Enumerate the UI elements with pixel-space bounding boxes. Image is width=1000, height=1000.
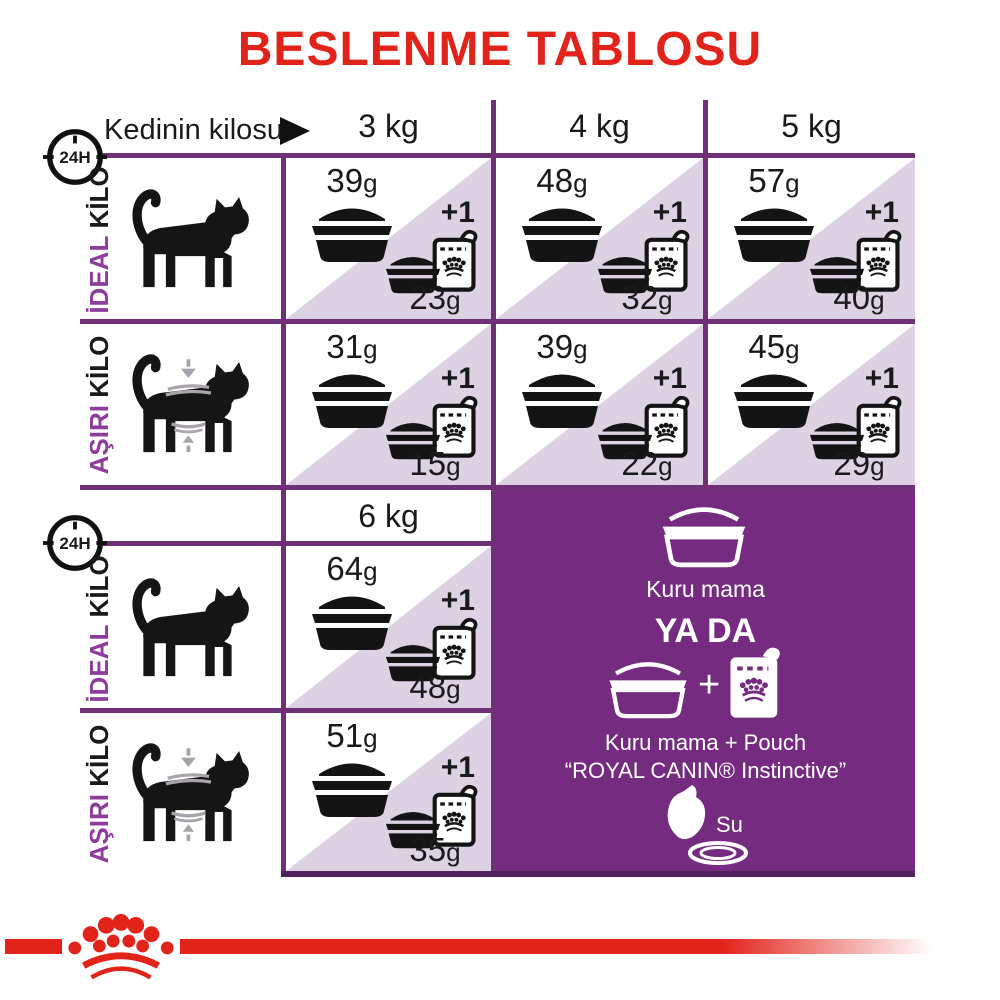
combo-amount: 48g — [409, 668, 461, 705]
feeding-cell-over-5kg — [708, 324, 915, 485]
plus-sign: + — [698, 664, 721, 706]
combo-amount: 29g — [833, 445, 885, 482]
column-header-4kg: 4 kg — [569, 108, 630, 144]
water-cat-icon — [640, 785, 770, 870]
combo-amount: 35g — [409, 831, 461, 868]
dry-amount: 48g — [536, 162, 588, 199]
row-label-highlight: İDEAL — [84, 624, 114, 703]
feeding-cell-ideal-4kg — [496, 158, 703, 319]
column-header-3kg: 3 kg — [358, 108, 419, 144]
combo-amount: 32g — [621, 279, 673, 316]
dry-amount: 31g — [326, 328, 378, 365]
row-label-rest: KİLO — [84, 724, 114, 787]
overweight-cat-icon — [115, 347, 275, 469]
feeding-cell-ideal-3kg — [286, 158, 491, 319]
weight-header-label: Kedinin kilosu — [104, 114, 283, 146]
plus-one-label: +1 — [440, 584, 475, 617]
row-label-asiri-kilo — [84, 320, 114, 490]
feeding-cell-over-3kg — [286, 324, 491, 485]
row-label-highlight: AŞIRI — [84, 794, 114, 864]
plus-one-label: +1 — [864, 362, 899, 395]
feeding-cell-ideal-5kg — [708, 158, 915, 319]
dry-amount: 64g — [326, 550, 378, 587]
dry-amount: 39g — [536, 328, 588, 365]
row-label-rest: KİLO — [84, 555, 114, 618]
combo-amount: 22g — [621, 445, 673, 482]
royal-canin-crown-logo — [62, 898, 180, 990]
page-title: BESLENME TABLOSU — [237, 23, 763, 76]
plus-one-label: +1 — [440, 196, 475, 229]
column-header-6kg: 6 kg — [358, 498, 419, 534]
footer-red-line-left — [5, 939, 62, 954]
plus-one-label: +1 — [864, 196, 899, 229]
dry-food-bowl-icon — [650, 505, 758, 569]
feeding-cell-ideal-6kg — [286, 546, 491, 708]
row-label-ideal-kilo — [84, 544, 114, 714]
plus-one-label: +1 — [440, 751, 475, 784]
combo-amount: 23g — [409, 279, 461, 316]
combo-amount: 40g — [833, 279, 885, 316]
feeding-cell-over-4kg — [496, 324, 703, 485]
plus-one-label: +1 — [440, 362, 475, 395]
dry-food-bowl-icon — [598, 660, 698, 720]
dry-food-label: Kuru mama — [646, 576, 765, 602]
row-label-highlight: AŞIRI — [84, 405, 114, 475]
overweight-cat-icon — [115, 736, 275, 858]
row-label-asiri-kilo — [84, 709, 114, 879]
ideal-weight-cat-icon — [115, 182, 275, 304]
clock-24h-label: 24H — [59, 148, 91, 167]
water-label: Su — [716, 812, 743, 837]
grid-line — [281, 871, 915, 877]
plus-one-label: +1 — [652, 196, 687, 229]
plus-one-label: +1 — [652, 362, 687, 395]
row-label-highlight: İDEAL — [84, 235, 114, 314]
dry-amount: 39g — [326, 162, 378, 199]
combo-label-line1: Kuru mama + Pouch — [604, 730, 807, 755]
combo-amount: 15g — [409, 445, 461, 482]
column-header-5kg: 5 kg — [781, 108, 842, 144]
row-label-ideal-kilo — [84, 155, 114, 325]
ideal-weight-cat-icon — [115, 571, 275, 693]
footer-red-line-right — [180, 939, 932, 954]
row-label-rest: KİLO — [84, 335, 114, 398]
dry-amount: 57g — [748, 162, 800, 199]
dry-amount: 45g — [748, 328, 800, 365]
or-label: YA DA — [654, 612, 757, 650]
row-label-rest: KİLO — [84, 166, 114, 229]
pouch-white-icon — [726, 643, 784, 723]
combo-label-line2: “ROYAL CANIN® Instinctive” — [564, 758, 847, 783]
dry-amount: 51g — [326, 717, 378, 754]
clock-24h-label: 24H — [59, 534, 91, 553]
feeding-cell-over-6kg — [286, 713, 491, 871]
